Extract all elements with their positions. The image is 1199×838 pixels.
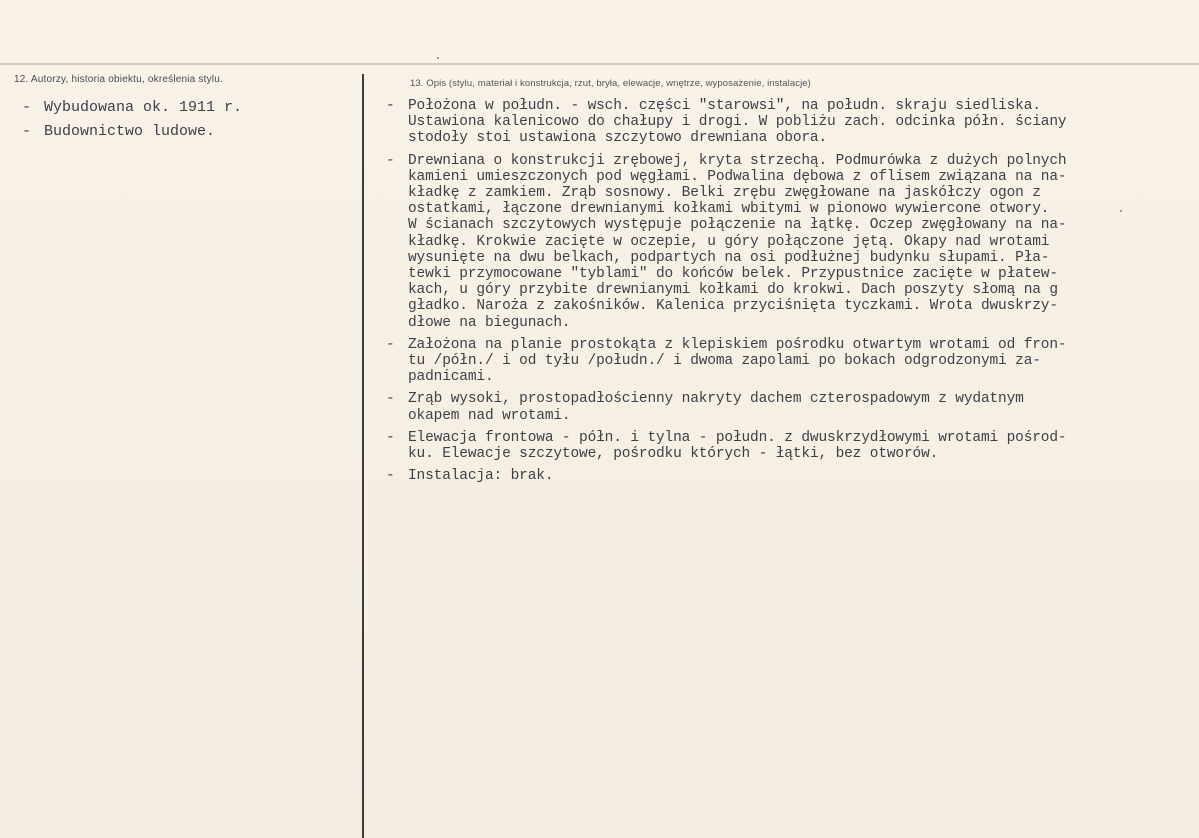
description-line: Drewniana o konstrukcji zrębowej, kryta strzechą. Podmurówka z dużych polnych [408,152,1067,169]
description-list [386,98,1194,490]
description-entry-text [408,98,1194,147]
dash-marker: - [386,429,395,446]
dash-marker: - [22,123,32,140]
description-entry-text [408,430,1194,462]
description-entry [386,153,1194,331]
description-line: Elewacja frontowa - półn. i tylna - połudn. z dwuskrzydłowymi wrotami pośrod- [408,429,1067,446]
description-line: kładkę z zamkiem. Zrąb sosnowy. Belki zrębu zwęgłowane na jaskółczy ogon z [408,185,1041,202]
description-line: kamieni umieszczonych pod węgłami. Podwalina dębowa z oflisem związana na na- [408,168,1067,185]
description-line: ku. Elewacje szczytowe, pośrodku których - łątki, bez otworów. [408,446,939,463]
description-line: stodoły stoi ustawiona szczytowo drewniana obora. [408,130,828,147]
history-list [22,96,242,144]
description-line: Założona na planie prostokąta z klepiskiem pośrodku otwartym wrotami od fron- [408,336,1067,353]
description-line: dłowe na biegunach. [408,314,571,331]
dash-marker: - [22,99,32,116]
description-entry-text [408,468,1194,484]
dash-marker: - [386,152,395,169]
history-item-text: Wybudowana ok. 1911 r. [44,99,243,116]
description-line: tewki przymocowane "tyblami" do końców belek. Przypustnice zacięte w płatew- [408,266,1058,283]
description-line: wysunięte na dwu belkach, podpartych na osi podłużnej budynku słupami. Pła- [408,249,1050,266]
column-divider [362,74,364,838]
description-line: W ścianach szczytowych występuje połączenie na łątkę. Oczep zwęgłowany na na- [408,217,1067,234]
dash-marker: - [386,98,395,114]
description-line: Zrąb wysoki, prostopadłościenny nakryty dachem czterospadowym z wydatnym [408,391,1024,408]
description-line: kach, u góry przybite drewnianymi kołkami do krokwi. Dach poszyty słomą na g [408,282,1058,299]
description-line: Ustawiona kalenicowo do chałupy i drogi. W pobliżu zach. odcinka półn. ściany [408,114,1067,131]
description-line: kładkę. Krokwie zacięte w oczepie, u góry połączone jętą. Okapy nad wrotami [408,233,1050,250]
dash-marker: - [386,391,395,408]
description-line: padnicami. [408,369,494,386]
description-entry-text [408,337,1194,386]
section-13-header: 13. Opis (stylu, materiał i konstrukcja, rzut, bryła, elewacje, wnętrze, wyposażenie, instalacje) [410,78,811,89]
dash-marker: - [386,336,395,353]
description-entry [386,430,1194,462]
description-line: Instalacja: brak. [408,468,554,485]
description-entry-text [408,391,1194,423]
paper-speck [437,57,439,59]
description-line: gładko. Naroża z zakośników. Kalenica przyciśnięta tyczkami. Wrota dwuskrzy- [408,298,1058,315]
description-line: ostatkami, łączone drewnianymi kołkami wbitymi w pionowo wywiercone otwory. [408,201,1050,218]
dash-marker: - [386,468,395,485]
history-item [22,120,242,144]
section-12-header: 12. Autorzy, historia obiektu, określenia stylu. [14,74,223,85]
history-item-text: Budownictwo ludowe. [44,123,216,140]
description-entry-text [408,153,1194,331]
description-entry [386,98,1194,147]
description-line: Położona w połudn. - wsch. części "starowsi", na połudn. skraju siedliska. [408,98,1041,114]
description-entry [386,337,1194,386]
description-line: okapem nad wrotami. [408,407,571,424]
description-line: tu /półn./ i od tyłu /połudn./ i dwoma zapolami po bokach odgrodzonymi za- [408,353,1041,370]
history-item [22,96,242,120]
top-rule [0,63,1199,65]
description-entry [386,391,1194,423]
description-entry [386,468,1194,484]
